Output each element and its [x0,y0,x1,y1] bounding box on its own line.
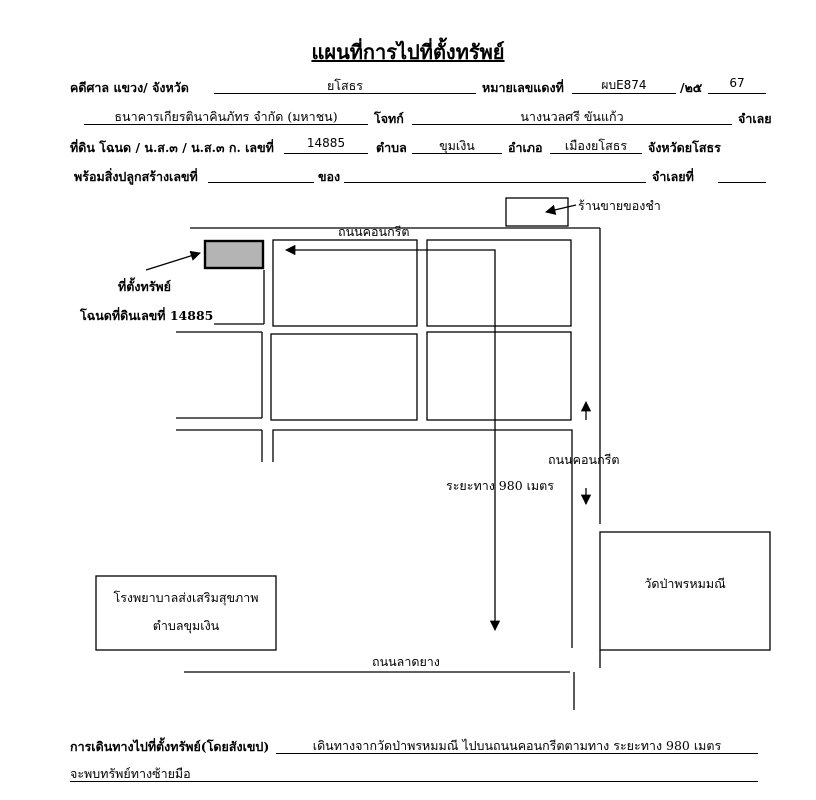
road-bottom-label: ถนนลาดยาง [372,654,440,669]
property-marker [205,241,263,268]
plaintiff-label: โจทก์ [374,111,404,126]
province-label: จังหวัดยโสธร [648,140,721,155]
defendant-no-label: จำเลยที่ [652,169,694,184]
building-label: พร้อมสิ่งปลูกสร้างเลขที่ [74,169,198,184]
defendant-value: นางนวลศรี ขันแก้ว [412,107,732,125]
case-year-value: 67 [708,76,766,94]
plaintiff-value: ธนาคารเกียรตินาคินภัทร จำกัด (มหาชน) [84,107,368,125]
subdistrict-value: ขุมเงิน [412,136,502,154]
case-no-label: หมายเลขแดงที่ [482,80,564,95]
deed-label: โฉนดที่ดินเลขที่ 14885 [80,308,214,323]
directions-label: การเดินทางไปที่ตั้งทรัพย์(โดยสังเขป) [70,739,270,754]
route-arrow [286,250,495,630]
shop-label: ร้านขายของชำ [578,198,661,213]
property-label: ที่ตั้งทรัพย์ [118,279,171,294]
directions-line2: จะพบทรัพย์ทางซ้ายมือ [70,764,758,782]
of-label: ของ [318,169,341,184]
district-label: อำเภอ [508,140,543,155]
defendant-label: จำเลย [738,111,772,126]
directions-line1: เดินทางจากวัดป่าพรหมมณี ไปบนถนนคอนกรีตตามทาง ระยะทาง 980 เมตร [276,736,758,754]
shop-box [506,198,568,226]
block-1 [273,240,417,326]
case-no-value: ผบE874 [572,76,676,94]
court-label: คดีศาล แขวง/ จังหวัด [70,80,189,95]
road-right-label: ถนนคอนกรีต [548,452,620,467]
land-label: ที่ดิน โฉนด / น.ส.๓ / น.ส.๓ ก. เลขที่ [70,140,274,155]
case-year-sep: /๒๕ [680,80,703,95]
distance-label: ระยะทาง 980 เมตร [446,478,554,493]
page-title: แผนที่การไปที่ตั้งทรัพย์ [311,40,505,64]
block-3 [271,334,417,420]
hospital-line2: ตำบลขุมเงิน [152,618,220,633]
shop-pointer-arrow [546,205,576,212]
district-value: เมืองยโสธร [550,136,642,154]
temple-label: วัดป่าพรหมมณี [644,576,726,591]
subdistrict-label: ตำบล [376,140,407,155]
block-5 [273,430,572,648]
deed-no-value: 14885 [284,136,368,154]
block-2 [427,240,571,326]
property-pointer-arrow [146,253,200,270]
block-4 [427,332,571,420]
hospital-line1: โรงพยาบาลส่งเสริมสุขภาพ [113,590,259,605]
road-top-label: ถนนคอนกรีต [338,224,410,239]
court-value: ยโสธร [214,76,476,94]
